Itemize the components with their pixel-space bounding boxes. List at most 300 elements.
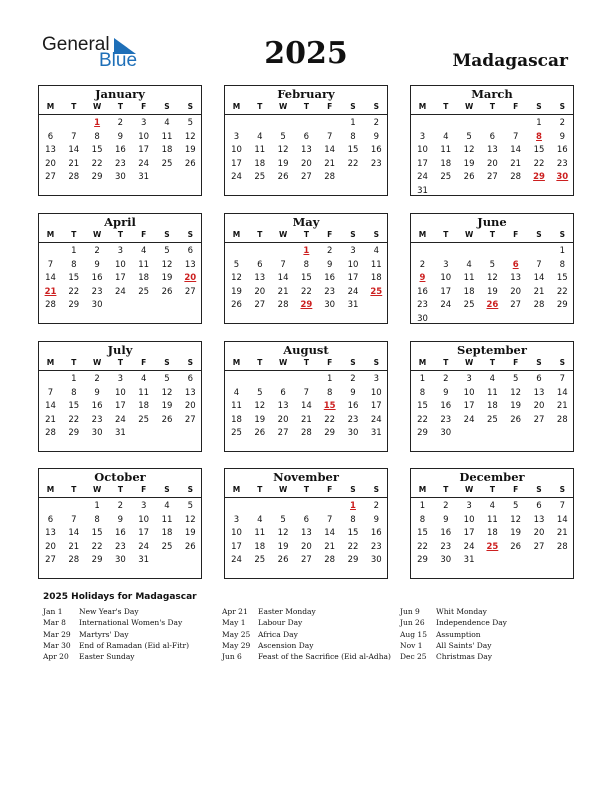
- day: 26: [463, 172, 475, 182]
- day: 18: [161, 528, 173, 538]
- day: 10: [417, 145, 428, 155]
- holiday-date: Jun 6: [222, 652, 242, 662]
- day: 11: [486, 387, 498, 398]
- day: 12: [463, 145, 475, 155]
- holiday-name: Africa Day: [258, 629, 298, 639]
- day: 19: [184, 528, 196, 538]
- day: 3: [233, 514, 240, 525]
- day: 25: [254, 555, 266, 565]
- weekday-label: M: [46, 102, 55, 111]
- day: 26: [184, 541, 196, 552]
- day: 5: [257, 387, 263, 398]
- day: 28: [510, 172, 522, 182]
- day: 27: [184, 286, 196, 297]
- day: 11: [231, 401, 242, 411]
- holiday-name: Christmas Day: [436, 652, 492, 662]
- weekday-label: M: [232, 485, 241, 494]
- day: 15: [347, 145, 359, 155]
- day: 14: [45, 401, 56, 411]
- day: 12: [254, 401, 266, 411]
- weekday-label: S: [187, 358, 193, 367]
- days-grid: [39, 114, 201, 182]
- holiday-date: Mar 29: [43, 629, 71, 639]
- weekday-label: F: [141, 358, 147, 367]
- day: 11: [138, 259, 150, 270]
- weekday-label: T: [71, 102, 77, 111]
- day: 30: [440, 428, 452, 438]
- holiday-row: [222, 630, 391, 641]
- day: 29: [324, 428, 336, 438]
- day: 30: [91, 300, 103, 310]
- day: 6: [536, 374, 542, 384]
- day: 15: [68, 401, 80, 411]
- day: 10: [114, 259, 126, 270]
- day: 27: [510, 300, 522, 310]
- day: 22: [533, 158, 545, 169]
- holiday-name: Independence Day: [436, 618, 507, 628]
- day: 22: [556, 286, 568, 297]
- day: 11: [486, 514, 498, 525]
- day: 29: [91, 172, 103, 182]
- day: 20: [533, 528, 545, 538]
- day: 24: [440, 300, 452, 310]
- weekday-label: S: [559, 102, 565, 111]
- weekday-label: T: [303, 102, 309, 111]
- weekday-label: M: [46, 230, 55, 239]
- day: 24: [138, 541, 150, 552]
- days-grid: [411, 370, 573, 438]
- weekday-label: T: [303, 485, 309, 494]
- month-name: June: [477, 215, 507, 229]
- day: 13: [45, 145, 56, 155]
- day: 22: [417, 541, 428, 552]
- day: 13: [300, 528, 312, 538]
- day: 7: [559, 501, 565, 511]
- day: 17: [231, 158, 242, 169]
- day: 15: [533, 145, 545, 155]
- day: 27: [277, 428, 289, 438]
- weekday-label: W: [92, 485, 102, 494]
- holiday-day: 29: [300, 300, 313, 310]
- day: 9: [443, 387, 449, 398]
- holiday-day: 21: [44, 286, 57, 297]
- day: 17: [347, 273, 359, 283]
- day: 31: [347, 300, 359, 310]
- day: 5: [164, 374, 170, 384]
- holidays-title: 2025 Holidays for Madagascar: [43, 592, 197, 602]
- day: 18: [463, 286, 475, 297]
- day: 26: [161, 286, 173, 297]
- weekday-label: T: [257, 102, 263, 111]
- holiday-date: Aug 15: [400, 629, 427, 639]
- months-grid: [38, 85, 575, 565]
- day: 12: [161, 387, 173, 398]
- holidays-column: [43, 607, 189, 663]
- month-name: November: [273, 470, 339, 484]
- day: 28: [45, 300, 56, 310]
- weekday-header: [411, 230, 573, 242]
- day: 24: [138, 158, 150, 169]
- day: 17: [138, 528, 150, 538]
- weekday-label: S: [187, 230, 193, 239]
- day: 27: [45, 555, 56, 565]
- holiday-name: Easter Monday: [258, 607, 316, 616]
- holiday-day: 25: [486, 541, 499, 552]
- day: 13: [533, 387, 545, 398]
- day: 4: [466, 259, 472, 270]
- day: 28: [324, 172, 336, 182]
- day: 9: [559, 131, 565, 142]
- day: 30: [114, 172, 126, 182]
- day: 25: [138, 286, 150, 297]
- day: 7: [47, 259, 54, 270]
- day: 21: [277, 286, 289, 297]
- logo-word-general: General: [42, 34, 110, 55]
- day: 11: [440, 145, 452, 155]
- day: 5: [489, 259, 496, 270]
- month-march: [410, 85, 574, 196]
- weekday-label: T: [489, 102, 495, 111]
- month-november: [224, 468, 388, 579]
- weekday-label: T: [443, 358, 449, 367]
- day: 22: [68, 286, 80, 297]
- weekday-label: M: [232, 358, 241, 367]
- day: 13: [533, 514, 545, 525]
- day: 26: [277, 555, 289, 565]
- holiday-date: Dec 25: [400, 652, 427, 662]
- holiday-name: Martyrs' Day: [79, 629, 129, 639]
- holiday-row: [43, 630, 189, 641]
- day: 15: [417, 528, 428, 538]
- day: 7: [326, 514, 333, 525]
- day: 6: [257, 259, 263, 270]
- day: 9: [350, 387, 356, 398]
- weekday-label: T: [303, 358, 309, 367]
- holiday-day: 1: [94, 118, 101, 128]
- day: 12: [184, 514, 196, 525]
- day: 27: [300, 172, 312, 182]
- day: 23: [370, 158, 382, 169]
- day: 28: [533, 300, 545, 310]
- day: 7: [71, 131, 77, 142]
- day: 6: [280, 387, 286, 398]
- days-grid: [225, 370, 387, 438]
- weekday-label: F: [141, 485, 147, 494]
- holiday-day: 15: [323, 401, 336, 411]
- day: 7: [536, 259, 542, 270]
- weekday-label: S: [350, 485, 356, 494]
- day: 22: [91, 541, 103, 552]
- day: 1: [71, 374, 77, 384]
- month-name: January: [95, 87, 145, 101]
- days-grid: [39, 370, 201, 438]
- day: 26: [184, 158, 196, 169]
- weekday-label: T: [257, 485, 263, 494]
- weekday-label: W: [92, 358, 102, 367]
- day: 12: [486, 273, 498, 283]
- day: 19: [277, 541, 289, 552]
- day: 6: [47, 514, 54, 525]
- day: 21: [300, 414, 312, 425]
- day: 10: [138, 514, 150, 525]
- day: 14: [324, 528, 336, 538]
- day: 19: [161, 401, 173, 411]
- weekday-label: W: [278, 485, 288, 494]
- weekday-label: S: [373, 102, 379, 111]
- weekday-label: S: [164, 358, 170, 367]
- month-december: [410, 468, 574, 579]
- weekday-header: [411, 358, 573, 370]
- day: 24: [231, 555, 242, 565]
- days-grid: [225, 242, 387, 310]
- day: 1: [536, 118, 542, 128]
- day: 15: [556, 273, 568, 283]
- day: 12: [231, 273, 242, 283]
- day: 17: [463, 401, 475, 411]
- day: 20: [300, 541, 312, 552]
- days-grid: [225, 114, 387, 182]
- day: 4: [443, 131, 449, 142]
- day: 3: [466, 374, 472, 384]
- holiday-date: Nov 1: [400, 640, 423, 650]
- day: 16: [556, 145, 568, 155]
- day: 30: [370, 555, 382, 565]
- holiday-date: Jun 26: [400, 618, 425, 628]
- day: 2: [94, 246, 100, 256]
- day: 25: [161, 541, 173, 552]
- day: 28: [277, 300, 289, 310]
- day: 2: [326, 246, 333, 256]
- day: 3: [140, 501, 147, 511]
- day: 4: [233, 387, 240, 398]
- day: 19: [231, 286, 242, 297]
- day: 5: [466, 131, 472, 142]
- weekday-label: F: [327, 485, 333, 494]
- weekday-label: F: [513, 102, 519, 111]
- day: 16: [91, 401, 103, 411]
- days-grid: [225, 497, 387, 565]
- weekday-label: S: [559, 358, 565, 367]
- day: 31: [138, 555, 150, 565]
- days-grid: [411, 497, 573, 565]
- holiday-date: Apr 20: [43, 652, 69, 662]
- day: 6: [303, 131, 310, 142]
- day: 17: [370, 401, 382, 411]
- day: 8: [419, 387, 426, 398]
- day: 2: [419, 259, 426, 270]
- weekday-label: T: [257, 230, 263, 239]
- day: 17: [440, 286, 452, 297]
- day: 11: [138, 387, 150, 398]
- day: 2: [443, 374, 449, 384]
- day: 28: [556, 414, 568, 425]
- holiday-name: Ascension Day: [258, 640, 314, 650]
- month-may: [224, 213, 388, 324]
- day: 2: [117, 118, 124, 128]
- day: 30: [417, 313, 428, 324]
- weekday-label: T: [71, 358, 77, 367]
- day: 11: [463, 273, 475, 283]
- weekday-label: M: [232, 230, 241, 239]
- holiday-name: Whit Monday: [436, 607, 487, 616]
- day: 7: [280, 259, 286, 270]
- day: 31: [138, 172, 150, 182]
- day: 22: [68, 414, 80, 425]
- day: 2: [350, 374, 356, 384]
- day: 17: [417, 158, 428, 169]
- day: 24: [417, 172, 428, 182]
- holiday-row: [222, 641, 391, 652]
- weekday-label: S: [164, 102, 170, 111]
- day: 23: [91, 286, 103, 297]
- day: 13: [45, 528, 56, 538]
- day: 14: [533, 273, 545, 283]
- day: 24: [463, 541, 475, 552]
- day: 26: [510, 541, 522, 552]
- days-grid: [411, 242, 573, 324]
- weekday-label: W: [92, 230, 102, 239]
- day: 28: [45, 428, 56, 438]
- weekday-label: M: [46, 485, 55, 494]
- weekday-header: [225, 485, 387, 497]
- weekday-label: M: [232, 102, 241, 111]
- day: 2: [559, 118, 565, 128]
- day: 8: [71, 259, 77, 270]
- day: 3: [233, 131, 240, 142]
- day: 8: [559, 259, 565, 270]
- day: 13: [486, 145, 498, 155]
- month-july: [38, 341, 202, 452]
- day: 19: [510, 528, 522, 538]
- month-name: October: [94, 470, 146, 484]
- day: 18: [138, 273, 150, 283]
- day: 23: [417, 300, 428, 310]
- day: 20: [277, 414, 289, 425]
- day: 20: [510, 286, 522, 297]
- day: 19: [510, 401, 522, 411]
- weekday-label: M: [418, 102, 427, 111]
- holiday-date: Jan 1: [43, 607, 63, 616]
- day: 27: [533, 414, 545, 425]
- day: 16: [370, 528, 382, 538]
- day: 9: [94, 387, 100, 398]
- day: 29: [91, 555, 103, 565]
- day: 24: [347, 286, 359, 297]
- weekday-label: F: [141, 102, 147, 111]
- day: 13: [300, 145, 312, 155]
- holiday-date: May 29: [222, 640, 251, 650]
- day: 9: [117, 514, 124, 525]
- day: 23: [347, 414, 359, 425]
- day: 7: [47, 387, 54, 398]
- day: 3: [140, 118, 147, 128]
- day: 17: [114, 401, 126, 411]
- day: 4: [257, 514, 263, 525]
- holidays-column: [222, 607, 391, 663]
- day: 17: [138, 145, 150, 155]
- weekday-header: [39, 358, 201, 370]
- weekday-header: [411, 102, 573, 114]
- weekday-label: F: [513, 485, 519, 494]
- day: 14: [510, 145, 522, 155]
- weekday-label: F: [513, 230, 519, 239]
- weekday-label: T: [117, 485, 123, 494]
- day: 18: [138, 401, 150, 411]
- day: 10: [347, 259, 359, 270]
- weekday-label: S: [536, 358, 542, 367]
- day: 13: [184, 259, 196, 270]
- day: 20: [254, 286, 266, 297]
- weekday-label: S: [373, 485, 379, 494]
- weekday-label: T: [117, 102, 123, 111]
- holiday-day: 30: [556, 172, 569, 182]
- day: 17: [231, 541, 242, 552]
- month-name: December: [459, 470, 525, 484]
- day: 25: [254, 172, 266, 182]
- holidays-column: [400, 607, 507, 663]
- day: 14: [324, 145, 336, 155]
- day: 27: [45, 172, 56, 182]
- day: 5: [233, 259, 240, 270]
- day: 19: [254, 414, 266, 425]
- weekday-label: T: [443, 485, 449, 494]
- day: 4: [489, 501, 496, 511]
- holiday-name: End of Ramadan (Eid al-Fitr): [79, 640, 190, 650]
- day: 5: [164, 246, 170, 256]
- day: 10: [138, 131, 150, 142]
- day: 9: [117, 131, 124, 142]
- day: 23: [324, 286, 336, 297]
- day: 28: [324, 555, 336, 565]
- day: 11: [370, 259, 382, 270]
- day: 28: [556, 541, 568, 552]
- day: 1: [326, 374, 333, 384]
- day: 14: [45, 273, 56, 283]
- day: 5: [187, 501, 193, 511]
- holiday-row: [400, 618, 507, 629]
- day: 21: [556, 401, 568, 411]
- day: 10: [463, 514, 475, 525]
- holiday-name: Feast of the Sacrifice (Eid al-Adha): [258, 652, 391, 662]
- day: 19: [184, 145, 196, 155]
- holiday-row: [400, 607, 507, 618]
- day: 20: [45, 158, 56, 169]
- day: 28: [68, 172, 80, 182]
- day: 3: [117, 246, 124, 256]
- weekday-label: W: [464, 358, 474, 367]
- weekday-label: S: [164, 485, 170, 494]
- day: 21: [68, 158, 80, 169]
- day: 3: [350, 246, 356, 256]
- weekday-label: T: [303, 230, 309, 239]
- weekday-label: S: [164, 230, 170, 239]
- day: 11: [161, 131, 173, 142]
- holiday-row: [222, 652, 391, 663]
- holiday-name: New Year's Day: [79, 607, 139, 616]
- day: 26: [161, 414, 173, 425]
- day: 9: [373, 131, 379, 142]
- day: 10: [370, 387, 382, 398]
- day: 29: [68, 428, 80, 438]
- day: 8: [419, 514, 426, 525]
- day: 22: [417, 414, 428, 425]
- day: 30: [347, 428, 359, 438]
- day: 20: [486, 158, 498, 169]
- day: 6: [489, 131, 496, 142]
- holiday-row: [222, 607, 391, 618]
- holiday-date: Jun 9: [400, 607, 420, 616]
- day: 8: [94, 131, 100, 142]
